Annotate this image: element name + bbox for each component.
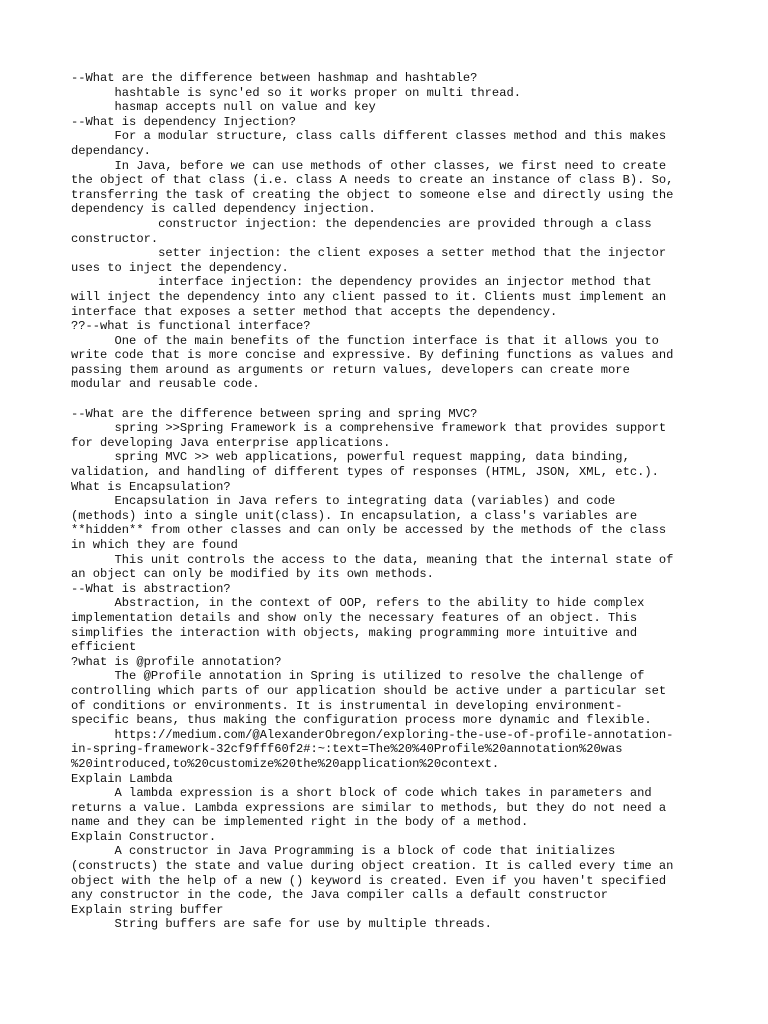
text-line: One of the main benefits of the function interface is that it allows you to — [71, 333, 659, 348]
text-line: constructor injection: the dependencies are provided through a class — [71, 216, 652, 231]
text-line — [71, 392, 711, 407]
text-line: in which they are found — [71, 538, 238, 552]
text-line: the object of that class (i.e. class A needs to create an instance of class B). So, — [71, 173, 674, 188]
text-line: of conditions or environments. It is instrumental in developing environment- — [71, 698, 623, 713]
text-line: hashtable is sync'ed so it works proper on multi thread. — [71, 85, 521, 100]
text-line: https://medium.com/@AlexanderObregon/exploring-the-use-of-profile-annotation- — [71, 727, 674, 742]
text-line: spring >>Spring Framework is a comprehensive framework that provides support — [71, 421, 667, 436]
text-line: uses to inject the dependency. — [71, 260, 289, 275]
text-line: for developing Java enterprise applications. — [71, 435, 391, 450]
text-line: dependancy. — [71, 143, 151, 158]
document-page — [71, 71, 711, 947]
text-line: controlling which parts of our application should be active under a particular set — [71, 683, 667, 698]
text-line: validation, and handling of different types of responses (HTML, JSON, XML, etc.). — [71, 465, 659, 480]
text-line: any constructor in the code, the Java compiler calls a default constructor — [71, 888, 609, 903]
text-line: hasmap accepts null on value and key — [71, 100, 376, 115]
text-line: returns a value. Lambda expressions are similar to methods, but they do not need a — [71, 800, 667, 815]
text-line: What is Encapsulation? — [71, 479, 231, 494]
text-line — [71, 932, 711, 947]
text-line: In Java, before we can use methods of other classes, we first need to create — [71, 158, 667, 173]
link-line[interactable]: %20introduced,to%20customize%20the%20application%20context. — [71, 756, 500, 771]
text-line: spring MVC >> web applications, powerful request mapping, data binding, — [71, 450, 630, 465]
text-line: This unit controls the access to the data, meaning that the internal state of — [71, 552, 674, 567]
text-line: write code that is more concise and expressive. By defining functions as values and — [71, 348, 674, 363]
link-line[interactable]: in-spring-framework-32cf9fff60f2#:~:text=The%20%40Profile%20annotation%20was — [71, 742, 623, 757]
text-line: Explain string buffer — [71, 902, 224, 917]
text-line: --What is dependency Injection? — [71, 114, 296, 129]
text-line: Encapsulation in Java refers to integrating data (variables) and code — [71, 494, 616, 509]
text-line: constructor. — [71, 231, 159, 246]
text-line: (constructs) the state and value during object creation. It is called every time an — [71, 859, 674, 874]
text-line: interface that exposes a setter method that accepts the dependency. — [71, 304, 558, 319]
text-line: ?what is @profile annotation? — [71, 654, 282, 669]
text-line: passing them around as arguments or return values, developers can create more — [71, 362, 630, 377]
text-line: --What are the difference between spring and spring MVC? — [71, 406, 478, 421]
text-line: ??--what is functional interface? — [71, 319, 311, 334]
text-line: For a modular structure, class calls different classes method and this makes — [71, 129, 667, 144]
text-line: String buffers are safe for use by multiple threads. — [71, 917, 492, 932]
text-line: simplifies the interaction with objects, making programming more intuitive and — [71, 625, 638, 640]
text-line: The @Profile annotation in Spring is utilized to resolve the challenge of — [71, 669, 645, 684]
text-line: efficient — [71, 640, 137, 655]
text-line: Abstraction, in the context of OOP, refers to the ability to hide complex — [71, 596, 645, 611]
text-line: specific beans, thus making the configuration process more dynamic and flexible. — [71, 713, 652, 728]
link-line[interactable]: Explain Lambda — [71, 771, 173, 786]
text-line: transferring the task of creating the object to someone else and directly using the — [71, 187, 674, 202]
text-line: object with the help of a new () keyword is created. Even if you haven't specified — [71, 873, 667, 888]
text-line: A constructor in Java Programming is a block of code that initializes — [71, 844, 616, 859]
text-line: modular and reusable code. — [71, 377, 260, 392]
text-line: an object can only be modified by its own methods. — [71, 567, 434, 582]
text-line: **hidden** from other classes and can only be accessed by the methods of the class — [71, 523, 667, 538]
text-line: setter injection: the client exposes a setter method that the injector — [71, 246, 667, 261]
text-line: (methods) into a single unit(class). In encapsulation, a class's variables are — [71, 508, 638, 523]
text-line: interface injection: the dependency provides an injector method that — [71, 275, 652, 290]
text-line: implementation details and show only the necessary features of an object. This — [71, 610, 638, 625]
text-line: will inject the dependency into any client passed to it. Clients must implement an — [71, 289, 667, 304]
text-line: --What is abstraction? — [71, 581, 231, 596]
text-line: --What are the difference between hashmap and hashtable? — [71, 71, 478, 85]
text-line: Explain Constructor. — [71, 829, 217, 844]
text-line: A lambda expression is a short block of code which takes in parameters and — [71, 786, 652, 801]
text-line: name and they can be implemented right in the body of a method. — [71, 815, 529, 830]
text-line: dependency is called dependency injection. — [71, 202, 376, 217]
